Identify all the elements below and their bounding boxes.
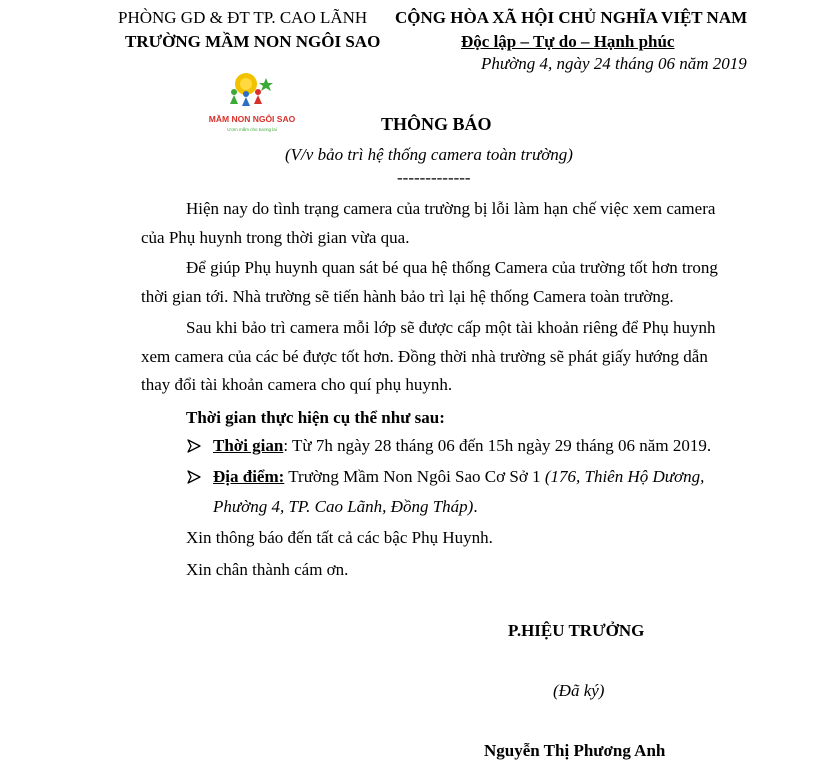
school-logo bbox=[208, 70, 298, 136]
time-value: : Từ 7h ngày 28 tháng 06 đến 15h ngày 29 tháng 06 năm 2019. bbox=[283, 436, 712, 455]
closing-line-2: Xin chân thành cám ơn. bbox=[186, 560, 349, 579]
schedule-heading: Thời gian thực hiện cụ thể như sau: bbox=[186, 408, 445, 427]
arrow-bullet-icon bbox=[186, 467, 202, 487]
place-detail-1: (176, Thiên Hộ Dương, bbox=[544, 467, 705, 486]
logo-tagline: Ươm mầm cho tương lai bbox=[227, 127, 277, 132]
school-logo-graphic bbox=[208, 70, 298, 136]
national-motto: Độc lập – Tự do – Hạnh phúc bbox=[461, 32, 675, 51]
separator: ------------- bbox=[397, 168, 471, 187]
logo-text: MẦM NON NGÔI SAO bbox=[208, 114, 296, 124]
place-end: . bbox=[473, 497, 478, 516]
place-value: Trường Mầm Non Ngôi Sao Cơ Sở 1 bbox=[284, 467, 545, 486]
place-detail-2: Phường 4, TP. Cao Lãnh, Đồng Tháp) bbox=[213, 497, 474, 516]
arrow-bullet-icon bbox=[186, 436, 202, 456]
time-label: Thời gian bbox=[213, 436, 284, 455]
paragraph-1: Hiện nay do tình trạng camera của trường bị lỗi làm hạn chế việc xem camera của Phụ huynh trong thời gian vừa qua. bbox=[141, 199, 716, 247]
signature-signed: (Đã ký) bbox=[553, 681, 605, 700]
paragraph-2: Để giúp Phụ huynh quan sát bé qua hệ thống Camera của trường tốt hơn trong thời gian tới. Nhà trường sẽ tiến hành bảo trì lại hệ thống Camera toàn trường. bbox=[141, 258, 718, 306]
document-subtitle: (V/v bảo trì hệ thống camera toàn trường) bbox=[285, 145, 573, 164]
signature-name: Nguyễn Thị Phương Anh bbox=[484, 741, 666, 760]
national-title: CỘNG HÒA XÃ HỘI CHỦ NGHĨA VIỆT NAM bbox=[395, 8, 748, 27]
paragraph-3: Sau khi bảo trì camera mỗi lớp sẽ được cấp một tài khoản riêng để Phụ huynh xem camera của các bé được tốt hơn. Đồng thời nhà trường sẽ phát giấy hướng dẫn thay đổi tài khoản camera cho quí phụ huynh. bbox=[141, 318, 716, 394]
closing-line-1: Xin thông báo đến tất cả các bậc Phụ Huynh. bbox=[186, 528, 493, 547]
document-title: THÔNG BÁO bbox=[381, 114, 492, 134]
department-name: PHÒNG GD & ĐT TP. CAO LÃNH bbox=[118, 8, 368, 27]
place-label: Địa điểm: bbox=[213, 467, 285, 486]
signature-title: P.HIỆU TRƯỞNG bbox=[508, 621, 645, 640]
school-name: TRƯỜNG MẦM NON NGÔI SAO bbox=[125, 32, 381, 51]
document-date: Phường 4, ngày 24 tháng 06 năm 2019 bbox=[481, 54, 747, 73]
